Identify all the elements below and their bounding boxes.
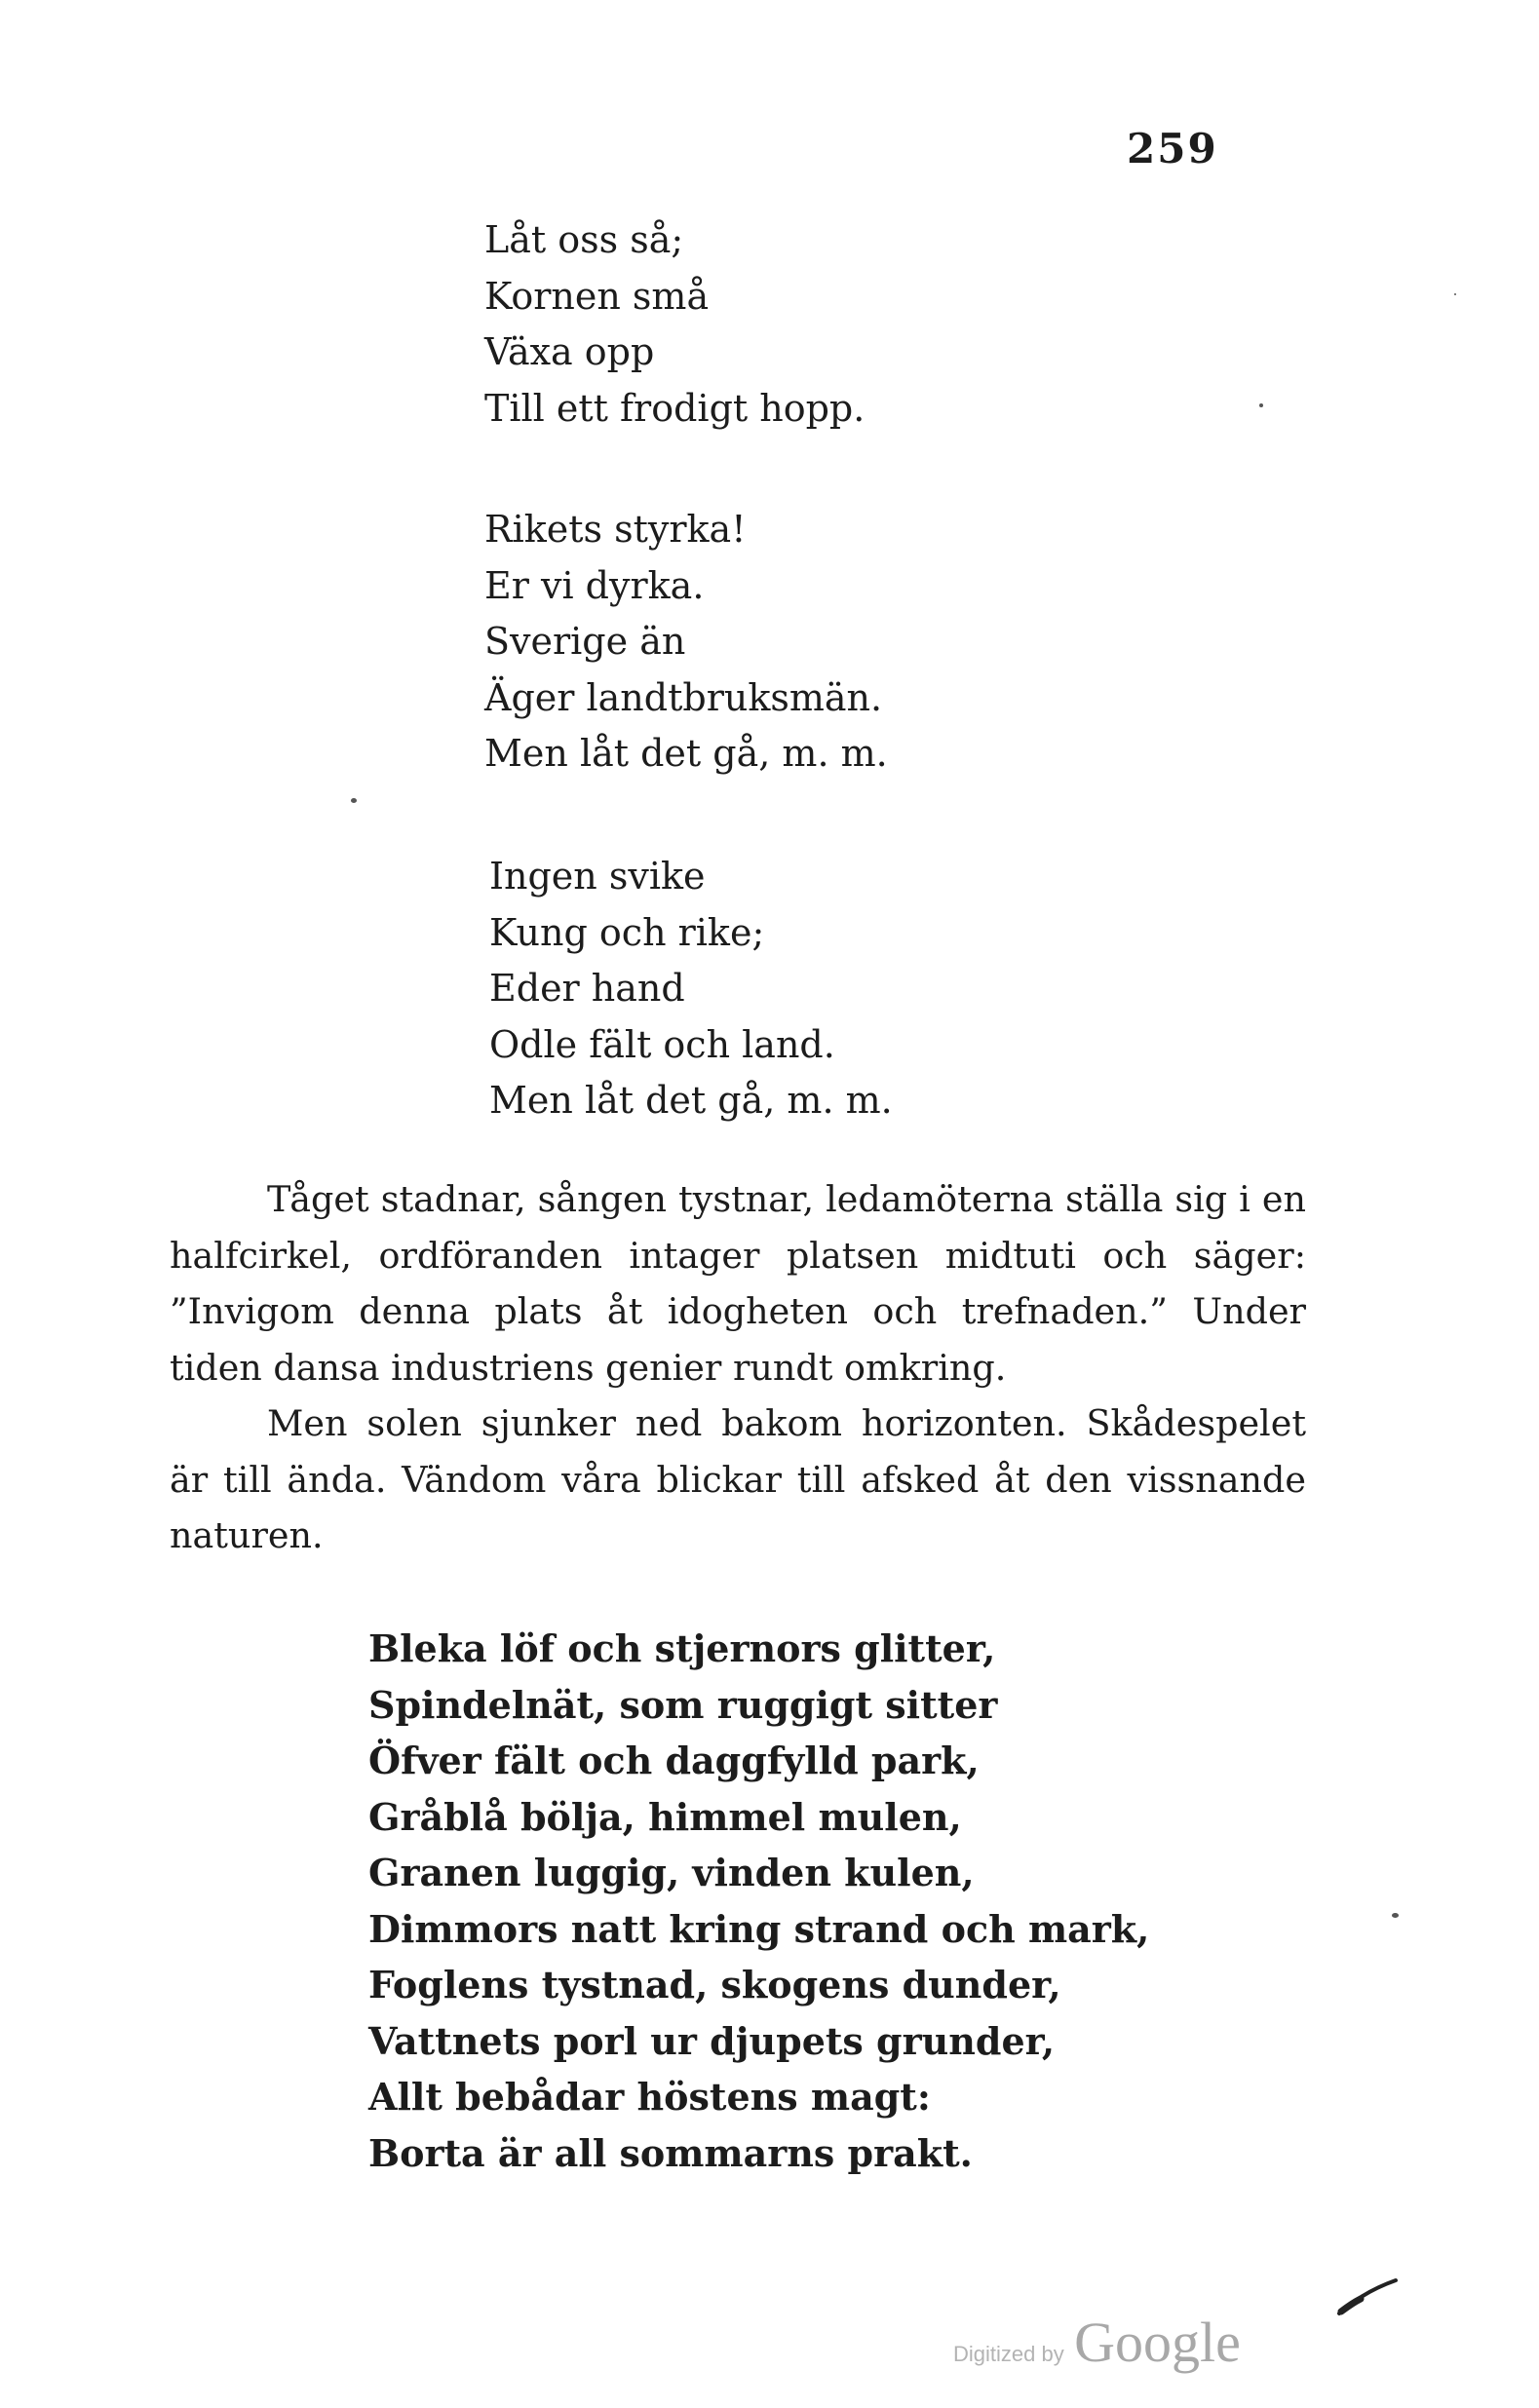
verse-line: Spindelnät, som ruggigt sitter xyxy=(368,1682,998,1727)
verse-stanza xyxy=(368,1621,1149,2181)
scan-speck xyxy=(1392,1913,1399,1918)
verse-line: Granen luggig, vinden kulen, xyxy=(368,1851,975,1894)
verse-line: Dimmors natt kring strand och mark, xyxy=(368,1906,1150,1951)
verse-line: Borta är all sommarns prakt. xyxy=(368,2130,973,2175)
pen-stroke-icon xyxy=(1335,2273,1404,2317)
verse-line: Men låt det gå, m. m. xyxy=(489,1079,893,1122)
verse-line: Vattnets porl ur djupets grunder, xyxy=(368,2018,1056,2063)
verse-line: Äger landtbruksmän. xyxy=(484,675,883,719)
verse-line: Till ett frodigt hopp. xyxy=(484,386,866,430)
verse-line: Växa opp xyxy=(484,330,655,373)
verse-line: Låt oss så; xyxy=(484,218,684,261)
verse-line: Men låt det gå, m. m. xyxy=(484,732,888,775)
verse-line: Bleka löf och stjernors glitter, xyxy=(368,1626,996,1670)
prose-paragraph: Men solen sjunker ned bakom horizonten. Skådespelet är till ända. Vändom våra blickar till afsked åt den vissnande naturen. xyxy=(170,1402,1306,1556)
verse-line: Ingen svike xyxy=(489,855,706,898)
scan-speck xyxy=(351,798,357,803)
verse-line: Kornen små xyxy=(484,274,710,318)
verse-line: Kung och rike; xyxy=(489,910,765,954)
verse-stanza xyxy=(484,502,888,783)
verse-line: Rikets styrka! xyxy=(484,508,747,551)
verse-line: Eder hand xyxy=(489,967,685,1010)
verse-line: Sverige än xyxy=(484,620,686,663)
prose-block xyxy=(170,1171,1306,1564)
verse-stanza xyxy=(489,849,893,1129)
verse-line: Öfver fält och daggfylld park, xyxy=(368,1739,980,1782)
verse-line: Foglens tystnad, skogens dunder, xyxy=(368,1963,1061,2007)
verse-line: Allt bebådar höstens magt: xyxy=(368,2075,931,2119)
scan-speck xyxy=(1454,293,1456,295)
verse-line: Gråblå bölja, himmel mulen, xyxy=(368,1794,962,1839)
watermark-prefix: Digitized by xyxy=(953,2342,1064,2366)
verse-line: Odle fält och land. xyxy=(489,1022,835,1066)
page-number: 259 xyxy=(1127,125,1218,172)
scan-speck xyxy=(1259,403,1263,407)
google-logo: Google xyxy=(1074,2311,1241,2374)
verse-stanza xyxy=(484,212,865,437)
verse-line: Er vi dyrka. xyxy=(484,563,705,607)
prose-paragraph: Tåget stadnar, sången tystnar, ledamöterna ställa sig i en halfcirkel, ordföranden intager platsen midtuti och säger: ”Invigom denna plats åt idogheten och trefnaden.” Under tiden dansa industriens genier rundt omkring. xyxy=(170,1178,1306,1389)
digitized-watermark xyxy=(953,2310,1241,2375)
